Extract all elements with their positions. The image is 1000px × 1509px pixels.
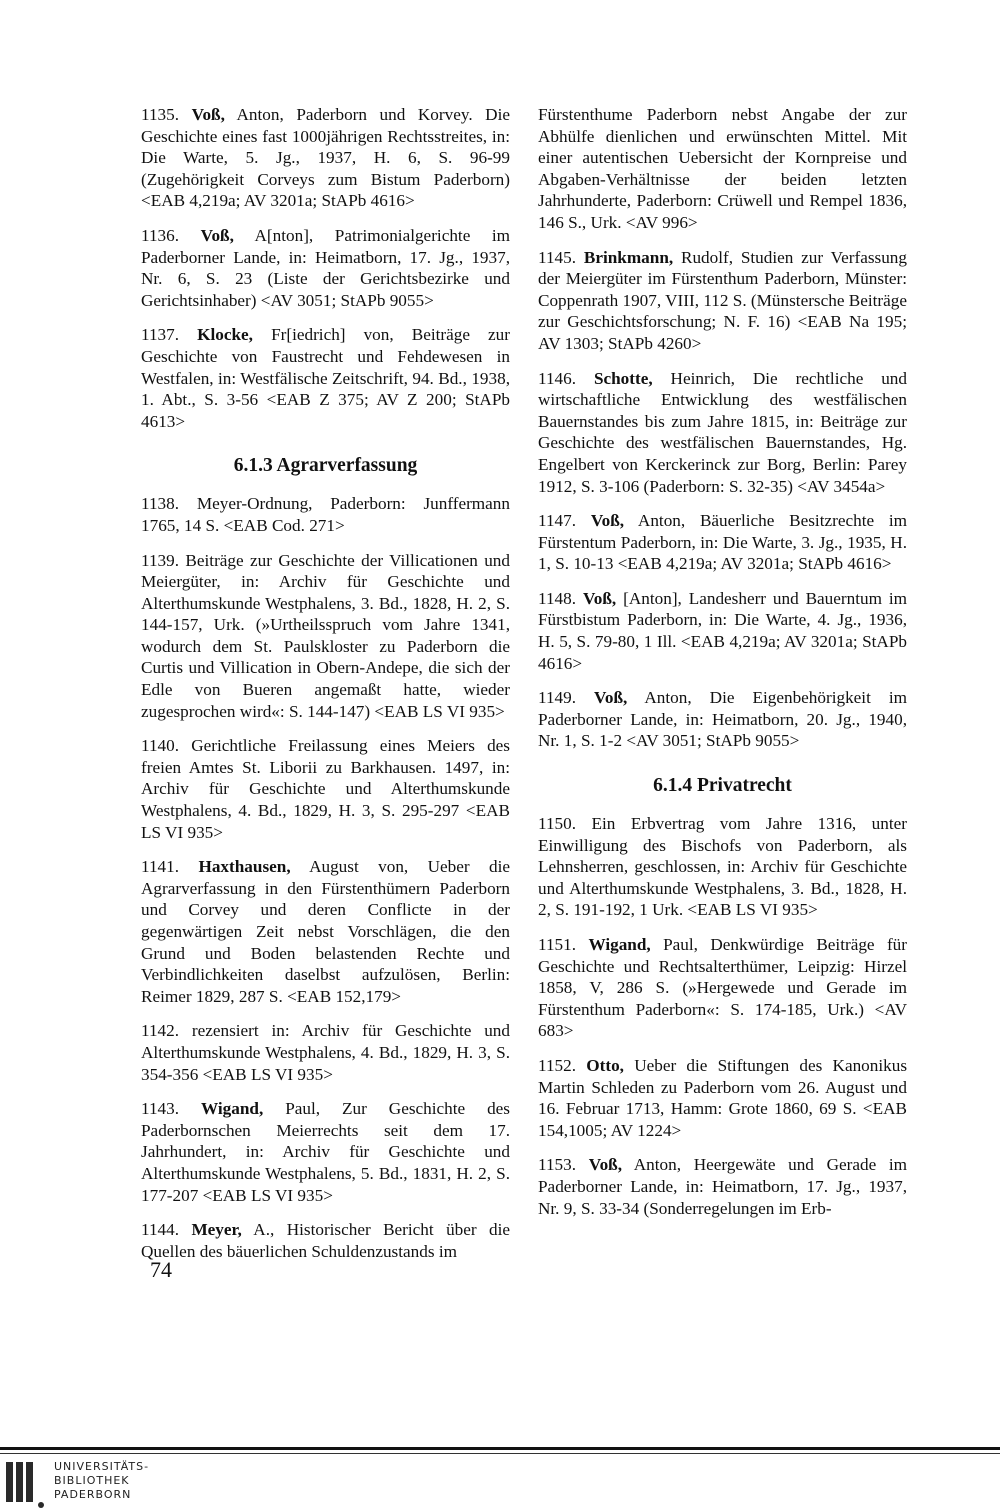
bib-entry-1143 [141,1098,510,1206]
bib-entry-1136 [141,225,510,311]
entry-text: Gerichtliche Freilassung eines Meiers des freien Amtes St. Liborii zu Barkhausen. 1497, in: Archiv für Geschichte und Alterthumskunde Westphalens, 4. Bd., 1829, H. 3, S. 295-297 <EAB LS VI 935> [141,736,510,842]
logo-line-2: BIBLIOTHEK [54,1474,130,1487]
bib-entry-1140 [141,735,510,843]
entry-author: Voß, [191,105,225,124]
entry-number: 1149. [538,688,577,708]
entry-text: Heinrich, Die rechtliche und wirtschaftliche Entwicklung des westfälischen Bauernstandes bis zum Jahre 1815, in: Beiträge zur Geschichte des westfälischen Bauernstandes, Hg. Engelbert von Kerckerinck zur Borg, Berlin: Parey 1912, S. 3-106 (Paderborn: S. 32-35) <AV 3454a> [538,368,907,496]
logo-line-3: PADERBORN [54,1488,132,1501]
bib-entry-1153 [538,1154,907,1219]
bib-entry-1147 [538,510,907,575]
page-number: 74 [150,1257,172,1282]
entry-author: Otto, [586,1055,624,1075]
bib-entry-1135 [141,104,510,212]
library-logo-text [54,1460,149,1502]
bib-entry-1152 [538,1055,907,1141]
entry-text: Meyer-Ordnung, Paderborn: Junffermann 1765, 14 S. <EAB Cod. 271> [141,494,510,535]
entry-author: Voß, [582,588,617,608]
bib-entry-1146 [538,368,907,498]
entry-number: 1142. [141,1021,180,1041]
entry-number: 1135. [141,105,180,124]
entry-number: 1139. [141,550,180,570]
bib-entry-1138 [141,493,510,536]
entry-number: 1141. [141,857,180,877]
bib-entry-1151 [538,934,907,1042]
footer-divider-thin [0,1453,1000,1454]
entry-text: Anton, Heergewäte und Gerade im Paderborner Lande, in: Heimatborn, 17. Jg., 1937, Nr. 9, S. 33-34 (Sonderregelungen im Erb- [538,1155,908,1218]
logo-dot-icon [38,1502,44,1508]
bib-entry-1141 [141,856,510,1007]
entry-text: Fürstenthume Paderborn nebst Angabe der zur Abhülfe dienlichen und erwünschten Mittel. Mit einer autentischen Uebersicht der Kornpreise und Abgaben-Verhältnisse der beiden letzten Jahrhunderte, Paderborn: Crüwell und Rempel 1836, 146 S., Urk. <AV 996> [538,105,907,232]
entry-text: Ein Erbvertrag vom Jahre 1316, unter Einwilligung des Bischofs von Paderborn, als Lehnsherren, geschlossen, in: Archiv für Geschichte und Alterthumskunde Westphalens, 3. Bd., 1828, H. 2, S. 191-192, 1 Urk. <EAB LS VI 935> [538,814,907,920]
footer-divider [0,1447,1000,1450]
entry-number: 1151. [538,935,577,954]
section-heading-privatrecht: 6.1.4 Privatrecht [653,775,792,797]
bib-entry-1144-continued [538,104,907,234]
bib-entry-1144 [141,1219,510,1262]
entry-author: Meyer, [191,1220,242,1240]
entry-number: 1150. [538,814,577,834]
entry-text: Fr[iedrich] von, Beiträge zur Geschichte von Faustrecht und Fehdewesen in Westfalen, in: Westfälische Zeitschrift, 94. Bd., 1938, 1. Abt., S. 3-56 <EAB Z 375; AV Z 200; StAPb 4613> [141,325,510,431]
entry-number: 1138. [141,494,180,514]
entry-text: Rudolf, Studien zur Verfassung der Meiergüter im Fürstenthum Paderborn, Münster: Coppenrath 1907, VIII, 112 S. (Münstersche Beiträge zur Geschichtsforschung; N. F. 16) <EAB Na 195; AV 1303; StAPb 4260> [538,247,907,353]
entry-text: Anton, Die Eigenbehörigkeit im Paderborner Lande, in: Heimatborn, 20. Jg., 1940, Nr. 1, S. 1-2 <AV 3051; StAPb 9055> [538,688,907,751]
entry-author: Voß, [200,225,234,245]
entry-author: Voß, [594,688,628,708]
left-column [141,104,510,1275]
entry-author: Haxthausen, [198,857,291,877]
entry-text: Anton, Bäuerliche Besitzrechte im Fürstentum Paderborn, in: Die Warte, 3. Jg., 1935, H. 1, S. 10-13 <EAB 4,219a; AV 3201a; StAPb 4616> [538,511,907,574]
bib-entry-1137 [141,324,510,432]
entry-text: Anton, Paderborn und Korvey. Die Geschichte eines fast 1000jährigen Rechtsstreites, in: Die Warte, 5. Jg., 1937, H. 6, S. 96-99 (Zugehörigkeit Corveys zum Bistum Paderborn) <EAB 4,219a; AV 3201a; StAPb 4616> [141,105,510,211]
entry-number: 1143. [141,1099,180,1119]
entry-number: 1146. [538,368,577,388]
entry-number: 1140. [141,736,180,756]
entry-number: 1145. [538,247,577,267]
entry-text: A., Historischer Bericht über die Quellen des bäuerlichen Schuldenzustands im [141,1220,510,1261]
entry-number: 1148. [538,588,577,608]
entry-text: Ueber die Stiftungen des Kanonikus Martin Schleden zu Paderborn vom 26. August und 16. Februar 1713, Hamm: Grote 1860, 69 S. <EAB 154,1005; AV 1224> [538,1055,908,1140]
entry-number: 1144. [141,1220,180,1240]
entry-author: Voß, [590,511,625,531]
entry-author: Schotte, [593,368,653,388]
bib-entry-1148 [538,588,907,674]
bib-entry-1142 [141,1020,510,1085]
entry-number: 1152. [538,1055,577,1075]
entry-number: 1147. [538,511,577,531]
bib-entry-1150 [538,813,907,921]
entry-number: 1137. [141,325,180,345]
entry-number: 1153. [538,1155,577,1175]
entry-text: Paul, Denkwürdige Beiträge für Geschichte und Rechtsalterthümer, Leipzig: Hirzel 1858, V, 286 S. (»Hergewede und Gerade im Fürstenthum Paderborn«: S. 174-185, Urk.) <AV 683> [538,935,907,1041]
entry-text: Beiträge zur Geschichte der Villicationen und Meiergüter, in: Archiv für Geschichte und Alterthumskunde Westphalens, 3. Bd., 1828, H. 2, S. 144-157, Urk. (»Urtheilsspruch vom Jahre 1341, wodurch dem St. Paulskloster zu Paderborn die Curtis und Villication in Obern-Andepe, die sich der Edle von Bueren angemaßt hatte, wieder zugesprochen wird«: S. 144-147) <EAB LS VI 935> [141,550,510,721]
library-logo-icon [6,1462,36,1507]
entry-author: Wigand, [201,1099,264,1119]
library-logo [0,1456,160,1509]
bib-entry-1145 [538,247,907,355]
entry-author: Voß, [588,1155,623,1175]
right-column [538,104,907,1232]
entry-text: Paul, Zur Geschichte des Paderbornschen Meierrechts seit dem 17. Jahrhundert, in: Archiv für Geschichte und Alterthumskunde Westphalens, 5. Bd., 1831, H. 2, S. 177-207 <EAB LS VI 935> [141,1099,510,1205]
entry-text: [Anton], Landesherr und Bauerntum im Fürstbistum Paderborn, in: Die Warte, 4. Jg., 1936, H. 5, S. 79-80, 1 Ill. <EAB 4,219a; AV 3201a; StAPb 4616> [538,588,907,673]
section-heading-agrarverfassung: 6.1.3 Agrarverfassung [233,455,418,477]
entry-number: 1136. [141,225,180,245]
bib-entry-1139 [141,550,510,723]
entry-author: Klocke, [197,325,253,345]
entry-text: A[nton], Patrimonialgerichte im Paderborner Lande, in: Heimatborn, 17. Jg., 1937, Nr. 6, S. 23 (Liste der Gerichtsbezirke und Gerichtsinhaber) <AV 3051; StAPb 9055> [141,225,511,310]
logo-line-1: UNIVERSITÄTS- [54,1460,150,1473]
entry-text: August von, Ueber die Agrarverfassung in den Fürstenthümern Paderborn und Corvey und deren Conflicte in der gegenwärtigen Zeit nebst Vorschlägen, die den Grund und Boden belastenden Rechte und Verbindlichkeiten daselbst aufzulösen, Berlin: Reimer 1829, 287 S. <EAB 152,179> [141,857,510,1006]
entry-author: Wigand, [588,935,651,954]
entry-author: Brinkmann, [583,247,674,267]
bib-entry-1149 [538,687,907,752]
entry-text: rezensiert in: Archiv für Geschichte und Alterthumskunde Westphalens, 4. Bd., 1829, H. 3, S. 354-356 <EAB LS VI 935> [141,1021,510,1084]
